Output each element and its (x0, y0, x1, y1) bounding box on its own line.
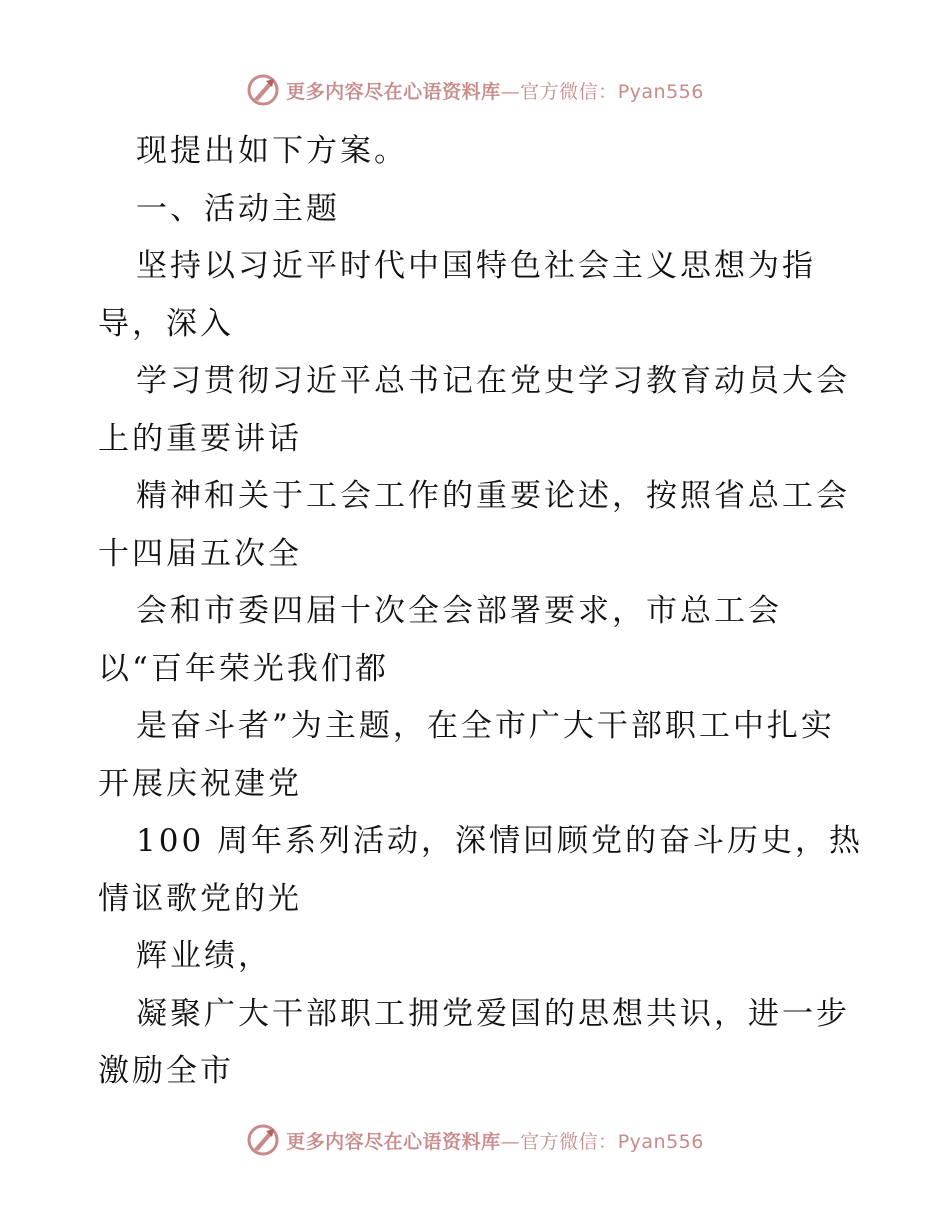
text-line: 以“百年荣光我们都 (98, 650, 389, 687)
quill-logo-icon (246, 1123, 280, 1157)
text-line: 辉业绩， (136, 938, 272, 974)
quill-logo-icon (246, 73, 280, 107)
text-line: 激励全市 (98, 1053, 234, 1089)
header-watermark (0, 70, 950, 110)
text-line: 十四届五次全 (98, 535, 302, 572)
footer-watermark (0, 1120, 950, 1160)
text-line: 精神和关于工会工作的重要论述，按照省总工会 (136, 478, 850, 514)
text-line: 100 周年系列活动，深情回顾党的奋斗历史，热 (136, 823, 864, 859)
text-line: 是奋斗者”为主题，在全市广大干部职工中扎实 (136, 708, 835, 744)
document-body (98, 123, 864, 1101)
text-line: 会和市委四届十次全会部署要求，市总工会 (136, 593, 782, 629)
text-line: 情讴歌党的光 (98, 880, 302, 917)
text-line: 坚持以习近平时代中国特色社会主义思想为指 (136, 248, 816, 284)
text-line: 学习贯彻习近平总书记在党史学习教育动员大会 (136, 363, 850, 399)
watermark-text: 更多内容尽在心语资料库—官方微信：Pyan556 (286, 1130, 704, 1153)
section-heading: 一、活动主题 (136, 190, 340, 227)
text-line: 上的重要讲话 (98, 420, 302, 457)
text-line: 凝聚广大干部职工拥党爱国的思想共识，进一步 (136, 995, 850, 1032)
text-line: 导，深入 (98, 305, 234, 342)
text-line: 开展庆祝建党 (98, 765, 302, 802)
watermark-text: 更多内容尽在心语资料库—官方微信：Pyan556 (286, 80, 704, 103)
text-line: 现提出如下方案。 (136, 133, 408, 169)
